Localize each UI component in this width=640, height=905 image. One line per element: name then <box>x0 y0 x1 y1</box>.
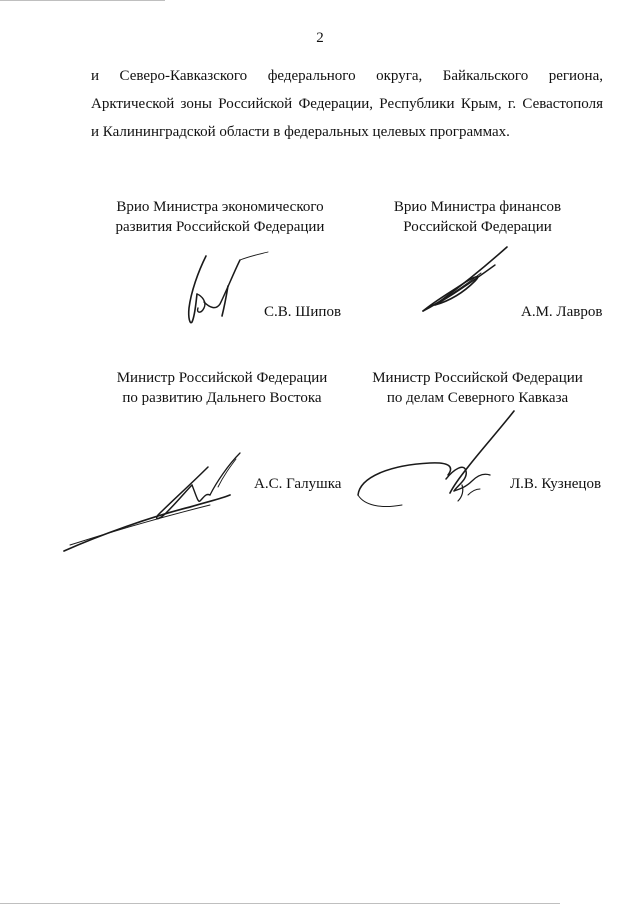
signature-kuznetsov <box>350 405 520 517</box>
paragraph-line-3: и Калининградской области в федеральных целевых программах. <box>91 124 510 140</box>
signatory-2-title-line-2: Российской Федерации <box>403 219 552 235</box>
signatory-2-title-line-1: Врио Министра финансов <box>393 199 562 215</box>
signatory-1-title-line-2: развития Российской Федерации <box>115 219 325 235</box>
signature-lavrov <box>415 243 515 315</box>
paragraph-line-1: и Северо-Кавказского федерального округа, Байкальского региона, <box>91 68 603 84</box>
signatory-2-name: А.М. Лавров <box>521 304 603 320</box>
signatory-4-title <box>360 368 595 408</box>
scan-edge-top <box>0 0 165 1</box>
signatory-1-title-line-1: Врио Министра экономического <box>116 199 324 215</box>
signatory-1-name: С.В. Шипов <box>264 304 342 320</box>
signatory-4-title-line-1: Министр Российской Федерации <box>372 370 583 386</box>
paragraph-line-2: Арктической зоны Российской Федерации, Республики Крым, г. Севастополя <box>91 96 603 112</box>
signatory-3-title-line-1: Министр Российской Федерации <box>116 370 328 386</box>
signatory-3-title <box>97 368 347 408</box>
signatory-1-title <box>100 197 340 237</box>
signatory-4-title-line-2: по делам Северного Кавказа <box>386 390 569 406</box>
body-paragraph <box>91 62 603 146</box>
signature-shipov <box>180 250 275 332</box>
page-number: 2 <box>316 30 324 46</box>
scan-edge-bottom <box>0 903 560 904</box>
signatory-3-name: А.С. Галушка <box>254 476 342 492</box>
signatory-4-name: Л.В. Кузнецов <box>510 476 602 492</box>
signature-galushka <box>60 445 270 557</box>
signatory-3-title-line-2: по развитию Дальнего Востока <box>122 390 322 406</box>
signatory-2-title <box>365 197 590 237</box>
